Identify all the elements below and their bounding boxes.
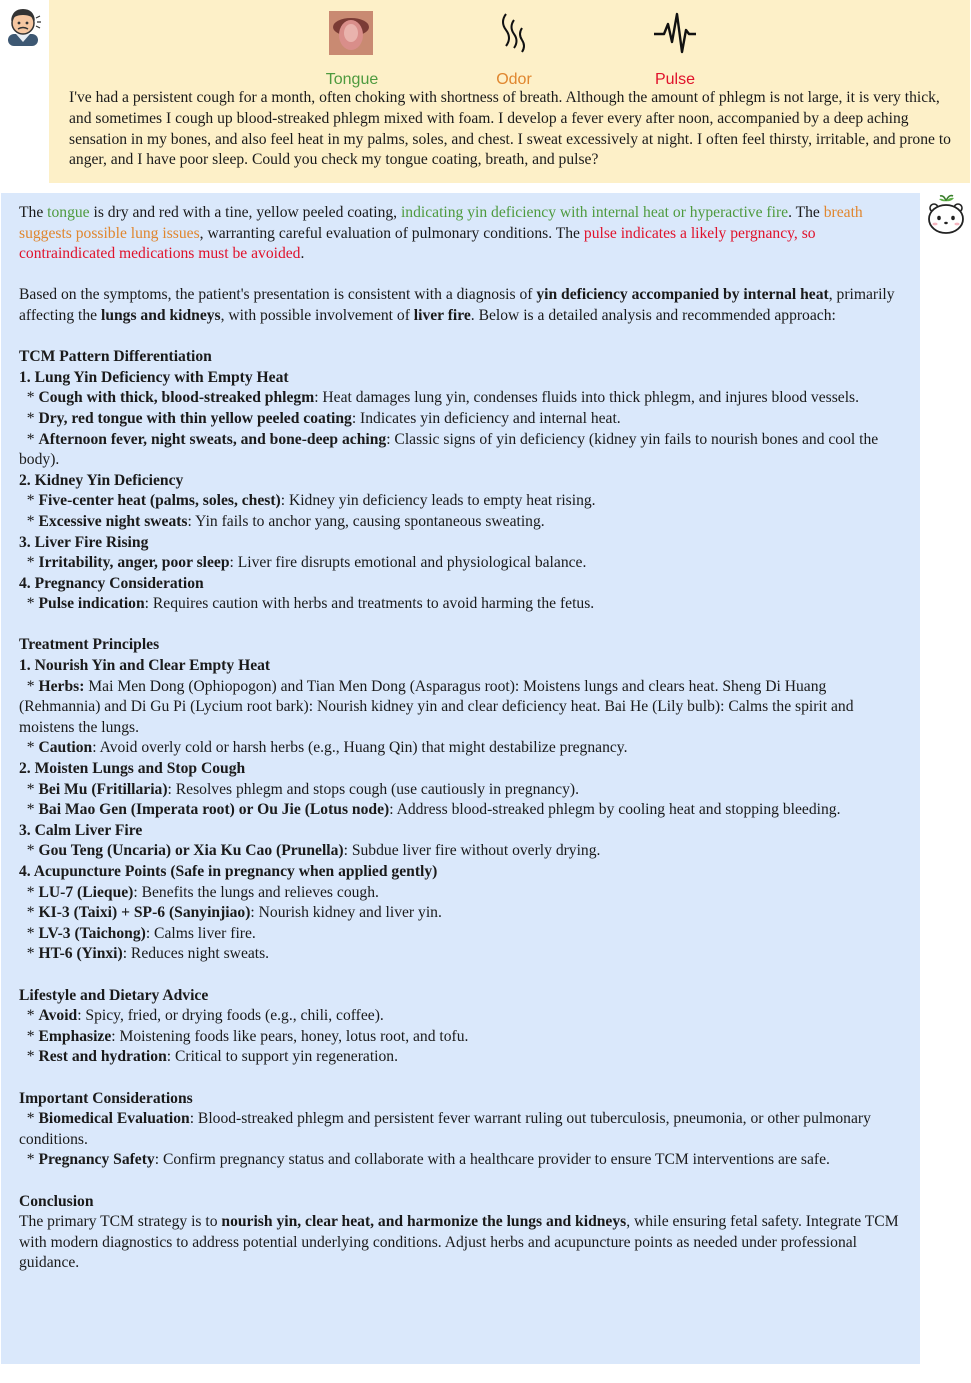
- subheading: 3. Calm Liver Fire: [19, 821, 143, 839]
- list-item: * Avoid: Spicy, fried, or drying foods (e.g., chili, coffee).: [19, 1007, 384, 1025]
- list-item: * LU-7 (Lieque): Benefits the lungs and relieves cough.: [19, 883, 379, 901]
- list-item: * KI-3 (Taixi) + SP-6 (Sanyinjiao): Nourish kidney and liver yin.: [19, 904, 442, 922]
- bot-response-text: [19, 203, 904, 1274]
- pulse-icon: [652, 10, 698, 56]
- user-message-text: I've had a persistent cough for a month, often choking with shortness of breath. Although the amount of phlegm is not large, it is very thick, and sometimes I cough up blood-streaked phlegm mixed with foam. I develop a fever every after noon, accompanied by a deep aching sensation in my bones, and also feel heat in my palms, soles, and chest. I sweat excessively at night. I often feel thirsty, irritable, and prone to anger, and I have poor sleep. Could you check my tongue coating, breath, and pulse?: [69, 89, 951, 169]
- subheading: 1. Lung Yin Deficiency with Empty Heat: [19, 368, 289, 386]
- tongue-label: Tongue: [325, 71, 379, 88]
- list-item: * Herbs: Mai Men Dong (Ophiopogon) and Tian Men Dong (Asparagus root): Moistens lungs and clears heat. Sheng Di Huang (Rehmannia) and Di Gu Pi (Lycium root bark): Nourish kidney yin and clear deficiency heat. Bai He (Lily bulb): Calms the spirit and moistens the lungs.: [19, 677, 854, 736]
- list-item: * Pregnancy Safety: Confirm pregnancy status and collaborate with a healthcare provider to ensure TCM interventions are safe.: [19, 1151, 830, 1169]
- list-item: * Pulse indication: Requires caution with herbs and treatments to avoid harming the fetus.: [19, 595, 595, 613]
- odor-label: Odor: [496, 71, 532, 88]
- subheading: 2. Moisten Lungs and Stop Cough: [19, 760, 246, 778]
- odor-icon: [494, 10, 534, 58]
- list-item: * Dry, red tongue with thin yellow peeled coating: Indicates yin deficiency and internal heat.: [19, 409, 621, 427]
- subheading: 2. Kidney Yin Deficiency: [19, 471, 184, 489]
- section-title: Important Considerations: [19, 1089, 193, 1107]
- section-title: Conclusion: [19, 1192, 94, 1210]
- subheading: 4. Pregnancy Consideration: [19, 574, 204, 592]
- user-avatar-icon: [2, 4, 44, 46]
- list-item: * LV-3 (Taichong): Calms liver fire.: [19, 924, 256, 942]
- subheading: 4. Acupuncture Points (Safe in pregnancy when applied gently): [19, 863, 438, 880]
- section-title: TCM Pattern Differentiation: [19, 348, 212, 366]
- observation-paragraph: The tongue is dry and red with a tine, yellow peeled coating, indicating yin deficiency with internal heat or hyperactive fire. The breath suggests possible lung issues, warranting careful evaluation of pulmonary conditions. The pulse indicates a likely pergnancy, so contraindicated medications must be avoided.: [19, 204, 863, 263]
- list-item: * HT-6 (Yinxi): Reduces night sweats.: [19, 945, 270, 963]
- pulse-label: Pulse: [654, 71, 696, 88]
- section-title: Treatment Principles: [19, 636, 160, 654]
- list-item: * Irritability, anger, poor sleep: Liver fire disrupts emotional and physiological balance.: [19, 554, 587, 572]
- list-item: * Cough with thick, blood-streaked phlegm: Heat damages lung yin, condenses fluids into thick phlegm, and injures blood vessels.: [19, 389, 860, 407]
- user-message-box: [49, 0, 970, 183]
- list-item: * Biomedical Evaluation: Blood-streaked phlegm and persistent fever warrant ruling out tuberculosis, pneumonia, or other pulmonary conditions.: [19, 1110, 871, 1148]
- list-item: * Afternoon fever, night sweats, and bone-deep aching: Classic signs of yin deficiency (kidney yin fails to nourish bones and cool the body).: [19, 430, 879, 469]
- diagnosis-paragraph: Based on the symptoms, the patient's presentation is consistent with a diagnosis of yin deficiency accompanied by internal heat, primarily affecting the lungs and kidneys, with possible involvement of liver fire. Below is a detailed analysis and recommended approach:: [19, 286, 895, 324]
- list-item: * Gou Teng (Uncaria) or Xia Ku Cao (Prunella): Subdue liver fire without overly drying.: [19, 842, 601, 860]
- section-title: Lifestyle and Dietary Advice: [19, 986, 209, 1004]
- list-item: * Bai Mao Gen (Imperata root) or Ou Jie (Lotus node): Address blood-streaked phlegm by cooling heat and stopping bleeding.: [19, 801, 841, 819]
- list-item: * Emphasize: Moistening foods like pears, honey, lotus root, and tofu.: [19, 1027, 469, 1045]
- conclusion-paragraph: The primary TCM strategy is to nourish yin, clear heat, and harmonize the lungs and kidneys, while ensuring fetal safety. Integrate TCM with modern diagnostics to address potential underlying conditions. Adjust herbs and acupuncture points as needed under professional guidance.: [19, 1213, 899, 1272]
- subheading: 1. Nourish Yin and Clear Empty Heat: [19, 657, 271, 675]
- list-item: * Bei Mu (Fritillaria): Resolves phlegm and stops cough (use cautiously in pregnancy).: [19, 780, 579, 798]
- list-item: * Excessive night sweats: Yin fails to anchor yang, causing spontaneous sweating.: [19, 512, 545, 530]
- bot-response-box: [1, 193, 920, 1364]
- subheading: 3. Liver Fire Rising: [19, 533, 149, 551]
- list-item: * Caution: Avoid overly cold or harsh herbs (e.g., Huang Qin) that might destabilize pregnancy.: [19, 739, 628, 757]
- list-item: * Five-center heat (palms, soles, chest): Kidney yin deficiency leads to empty heat rising.: [19, 492, 596, 510]
- tongue-photo-icon: [329, 11, 373, 55]
- bot-avatar-icon: [925, 193, 967, 237]
- list-item: * Rest and hydration: Critical to support yin regeneration.: [19, 1048, 398, 1066]
